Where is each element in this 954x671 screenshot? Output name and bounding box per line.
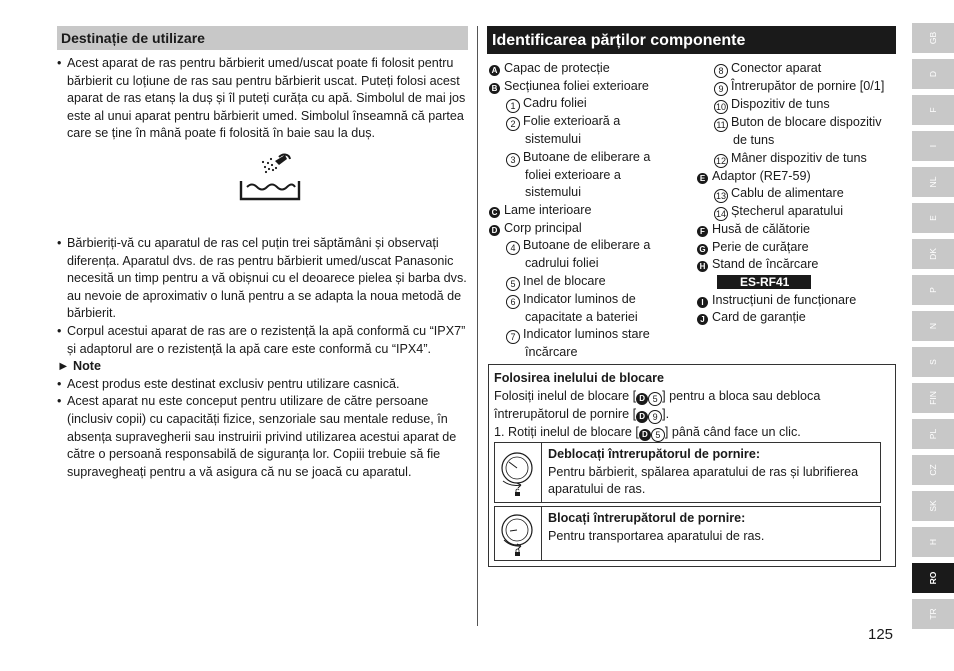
list-item (697, 274, 897, 292)
lock-ring-line-1: Folosiți inelul de blocare [ D 5 ] pentru a bloca sau debloca (494, 388, 821, 404)
badge-i-icon: I (697, 297, 708, 308)
part-label-continued: încărcare (525, 345, 578, 360)
number-1-icon: 1 (506, 99, 520, 113)
lock-title: Blocați întrerupătorul de pornire: (548, 511, 746, 525)
list-item: • Acest aparat de ras pentru bărbierit umed/uscat poate fi folosit pentru bărbierit cu loțiune de ras sau pentru bărbierit uscat. Puteți folosi acest aparat de ras etanș la duș și îl puteți curăța cu apă. Simbolul de mai jos este al unui aparat pentru bărbierit umed. Simbolul înseamnă că partea care se ține în mână poate fi folosită în baie sau la duș. (57, 55, 468, 143)
part-label: Lame interioare (504, 202, 592, 217)
badge-e-icon: E (697, 173, 708, 184)
part-label-continued: foliei exterioare a (525, 167, 621, 182)
lock-ring-line-2: întrerupătorul de pornire [ D 9 ]. (494, 406, 670, 422)
unlock-ring-icon (495, 443, 542, 502)
list-item (697, 168, 897, 186)
part-label: Indicator luminos stare (523, 327, 650, 342)
list-item (697, 221, 897, 239)
list-item (697, 309, 897, 327)
list-item (489, 237, 699, 273)
badge-j-icon: J (697, 314, 708, 325)
tab-ro[interactable] (912, 563, 954, 593)
list-item (697, 239, 897, 257)
tab-e[interactable] (912, 203, 954, 233)
model-badge: ES-RF41 (717, 275, 811, 289)
list-item (697, 185, 897, 203)
part-label: Cablu de alimentare (731, 186, 844, 201)
number-10-icon: 10 (715, 102, 726, 112)
number-4-icon: 4 (506, 241, 520, 255)
unlock-panel (494, 442, 881, 503)
list-item: • Acest produs este destinat exclusiv pentru utilizare casnică. (57, 376, 468, 394)
tab-f[interactable] (912, 95, 954, 125)
lock-ring-title: Folosirea inelului de blocare (494, 371, 665, 385)
list-item (489, 326, 699, 362)
part-label: Husă de călătorie (712, 222, 811, 237)
badge-b-icon: B (489, 83, 500, 94)
number-5-icon: 5 (651, 428, 665, 442)
tab-h[interactable] (912, 527, 954, 557)
tab-label: N (928, 322, 938, 330)
tab-sk[interactable] (912, 491, 954, 521)
number-8-icon: 8 (714, 64, 728, 78)
list-item (489, 95, 699, 113)
tab-label: E (928, 215, 938, 221)
number-5-icon: 5 (506, 277, 520, 291)
number-11-icon: 11 (714, 118, 728, 132)
tab-nl[interactable] (912, 167, 954, 197)
number-13-icon: 13 (715, 191, 726, 202)
lock-ring-step-1: 1. Rotiți inelul de blocare [ D 5 ] până când face un clic. (494, 424, 801, 440)
notes-list (57, 376, 468, 482)
list-item (489, 113, 699, 149)
part-label: Card de garanție (712, 310, 806, 325)
badge-g-icon: G (697, 244, 708, 255)
part-label: Conector aparat (731, 61, 822, 75)
badge-f-icon: F (697, 226, 708, 237)
number-14-icon: 14 (715, 209, 726, 220)
number-5-icon: 5 (648, 392, 662, 406)
part-label: Instrucțiuni de funcționare (712, 292, 857, 307)
tab-pl[interactable] (912, 419, 954, 449)
part-label: Butoane de eliberare a (523, 149, 651, 164)
part-label: Inel de blocare (523, 273, 606, 288)
tab-label: GB (928, 31, 938, 45)
number-9-icon: 9 (648, 410, 662, 424)
note-heading: ► Note (57, 359, 101, 374)
parts-list (487, 54, 896, 360)
right-column (487, 26, 896, 360)
unlock-text: Pentru bărbierit, spălarea aparatului de ras și lubrifierea aparatului de ras. (548, 464, 859, 497)
page-number: 125 (868, 626, 894, 643)
number-2-icon: 2 (506, 117, 520, 131)
tab-label: DK (928, 248, 938, 260)
tab-fin[interactable] (912, 383, 954, 413)
tab-label: TR (928, 608, 938, 620)
part-label: Stand de încărcare (712, 257, 819, 272)
tab-gb[interactable] (912, 23, 954, 53)
parts-column-2 (697, 60, 897, 327)
tab-s[interactable] (912, 347, 954, 377)
list-item (489, 291, 699, 327)
part-label: Întrerupător de pornire [0/1] (731, 79, 885, 93)
badge-d-icon: D (636, 411, 648, 423)
list-item (697, 203, 897, 221)
list-item (697, 96, 897, 114)
list-item (489, 60, 699, 78)
part-label-continued: de tuns (733, 133, 775, 147)
badge-c-icon: C (489, 207, 500, 218)
badge-d-icon: D (639, 429, 651, 441)
list-item (697, 292, 897, 310)
number-6-icon: 6 (506, 295, 520, 309)
list-item (697, 150, 897, 168)
list-item (489, 202, 699, 220)
list-item (697, 78, 897, 96)
lock-panel (494, 506, 881, 561)
tab-label: F (928, 107, 938, 113)
shower-bath-icon (57, 143, 468, 235)
part-label: Ștecherul aparatului (731, 204, 844, 219)
tab-label: FIN (928, 391, 938, 405)
part-label: Butoane de eliberare a (523, 238, 651, 253)
part-label-continued: sistemului (525, 185, 581, 200)
badge-a-icon: A (489, 65, 500, 76)
tab-cz[interactable] (912, 455, 954, 485)
lock-ring-box (488, 364, 896, 567)
list-item (489, 273, 699, 291)
tab-label: S (928, 359, 938, 365)
tab-label: CZ (928, 464, 938, 476)
language-tabs (912, 23, 954, 635)
part-label-continued: sistemului (525, 132, 581, 147)
list-item (697, 60, 897, 78)
arrow-right-icon: ► (57, 359, 70, 374)
tab-label: SK (928, 500, 938, 512)
lock-text: Pentru transportarea aparatului de ras. (548, 528, 765, 543)
tab-i[interactable] (912, 131, 954, 161)
part-label: Folie exterioară a (523, 114, 621, 129)
part-label-continued: capacitate a bateriei (525, 309, 638, 324)
part-label-continued: cadrului foliei (525, 256, 599, 271)
tab-p[interactable] (912, 275, 954, 305)
tab-dk[interactable] (912, 239, 954, 269)
part-label: Dispozitiv de tuns (731, 97, 830, 111)
usage-notes-list (57, 235, 468, 358)
list-item: • Corpul acestui aparat de ras are o rezistență la apă conformă cu “IPX7” și adaptorul are o rezistență la apă care este conformă cu “IPX4”. (57, 323, 468, 358)
part-label: Buton de blocare dispozitiv (731, 115, 882, 129)
tab-label: PL (928, 428, 938, 440)
tab-label: P (928, 287, 938, 293)
section-title-intended-use: Destinație de utilizare (57, 26, 468, 50)
intended-use-list (57, 55, 468, 143)
list-item (697, 114, 897, 150)
list-item (489, 78, 699, 96)
part-label: Cadru foliei (523, 96, 587, 111)
part-label: Corp principal (504, 220, 582, 235)
left-column (57, 26, 468, 481)
part-label: Indicator luminos de (523, 291, 636, 306)
list-item (489, 149, 699, 202)
column-divider (477, 26, 478, 626)
list-item (697, 256, 897, 274)
number-7-icon: 7 (506, 330, 520, 344)
section-title-parts: Identificarea părților componente (487, 26, 896, 54)
tab-n[interactable] (912, 311, 954, 341)
unlock-title: Deblocați întrerupătorul de pornire: (548, 447, 761, 461)
number-9-icon: 9 (714, 82, 728, 96)
parts-column-1 (489, 60, 699, 362)
number-3-icon: 3 (506, 153, 520, 167)
list-item: • Acest aparat nu este conceput pentru utilizare de către persoane (inclusiv copii) cu capacități fizice, senzoriale sau mentale reduse, în absența supravegherii sau instruirii privind utilizarea acestui aparat de către o persoană responsabilă de siguranța lor. Copiii trebuie să fie supravegheați pentru a vă asigura că nu se joacă cu aparatul. (57, 393, 468, 481)
badge-h-icon: H (697, 261, 708, 272)
list-item (489, 220, 699, 238)
part-label: Mâner dispozitiv de tuns (731, 150, 867, 165)
tab-label: RO (928, 571, 938, 585)
tab-label: D (928, 70, 938, 78)
tab-label: NL (928, 176, 938, 188)
badge-d-icon: D (636, 393, 648, 405)
tab-label: I (928, 144, 938, 148)
part-label: Capac de protecție (504, 61, 610, 75)
part-label: Adaptor (RE7-59) (712, 168, 811, 183)
part-label: Perie de curățare (712, 239, 809, 254)
tab-tr[interactable] (912, 599, 954, 629)
tab-label: H (928, 538, 938, 546)
tab-d[interactable] (912, 59, 954, 89)
list-item: • Bărbieriți-vă cu aparatul de ras cel puțin trei săptămâni și observați diferența. Aparatul dvs. de ras pentru bărbierit umed/uscat Panasonic necesită un timp pentru a vă obișnui cu el deoarece pielea și barba dvs. au nevoie de aproximativ o lună pentru a se adapta la noua metodă de bărbierit. (57, 235, 468, 323)
badge-d-icon: D (489, 225, 500, 236)
number-12-icon: 12 (715, 155, 726, 166)
lock-ring-icon (495, 507, 542, 560)
part-label: Secțiunea foliei exterioare (504, 78, 649, 93)
